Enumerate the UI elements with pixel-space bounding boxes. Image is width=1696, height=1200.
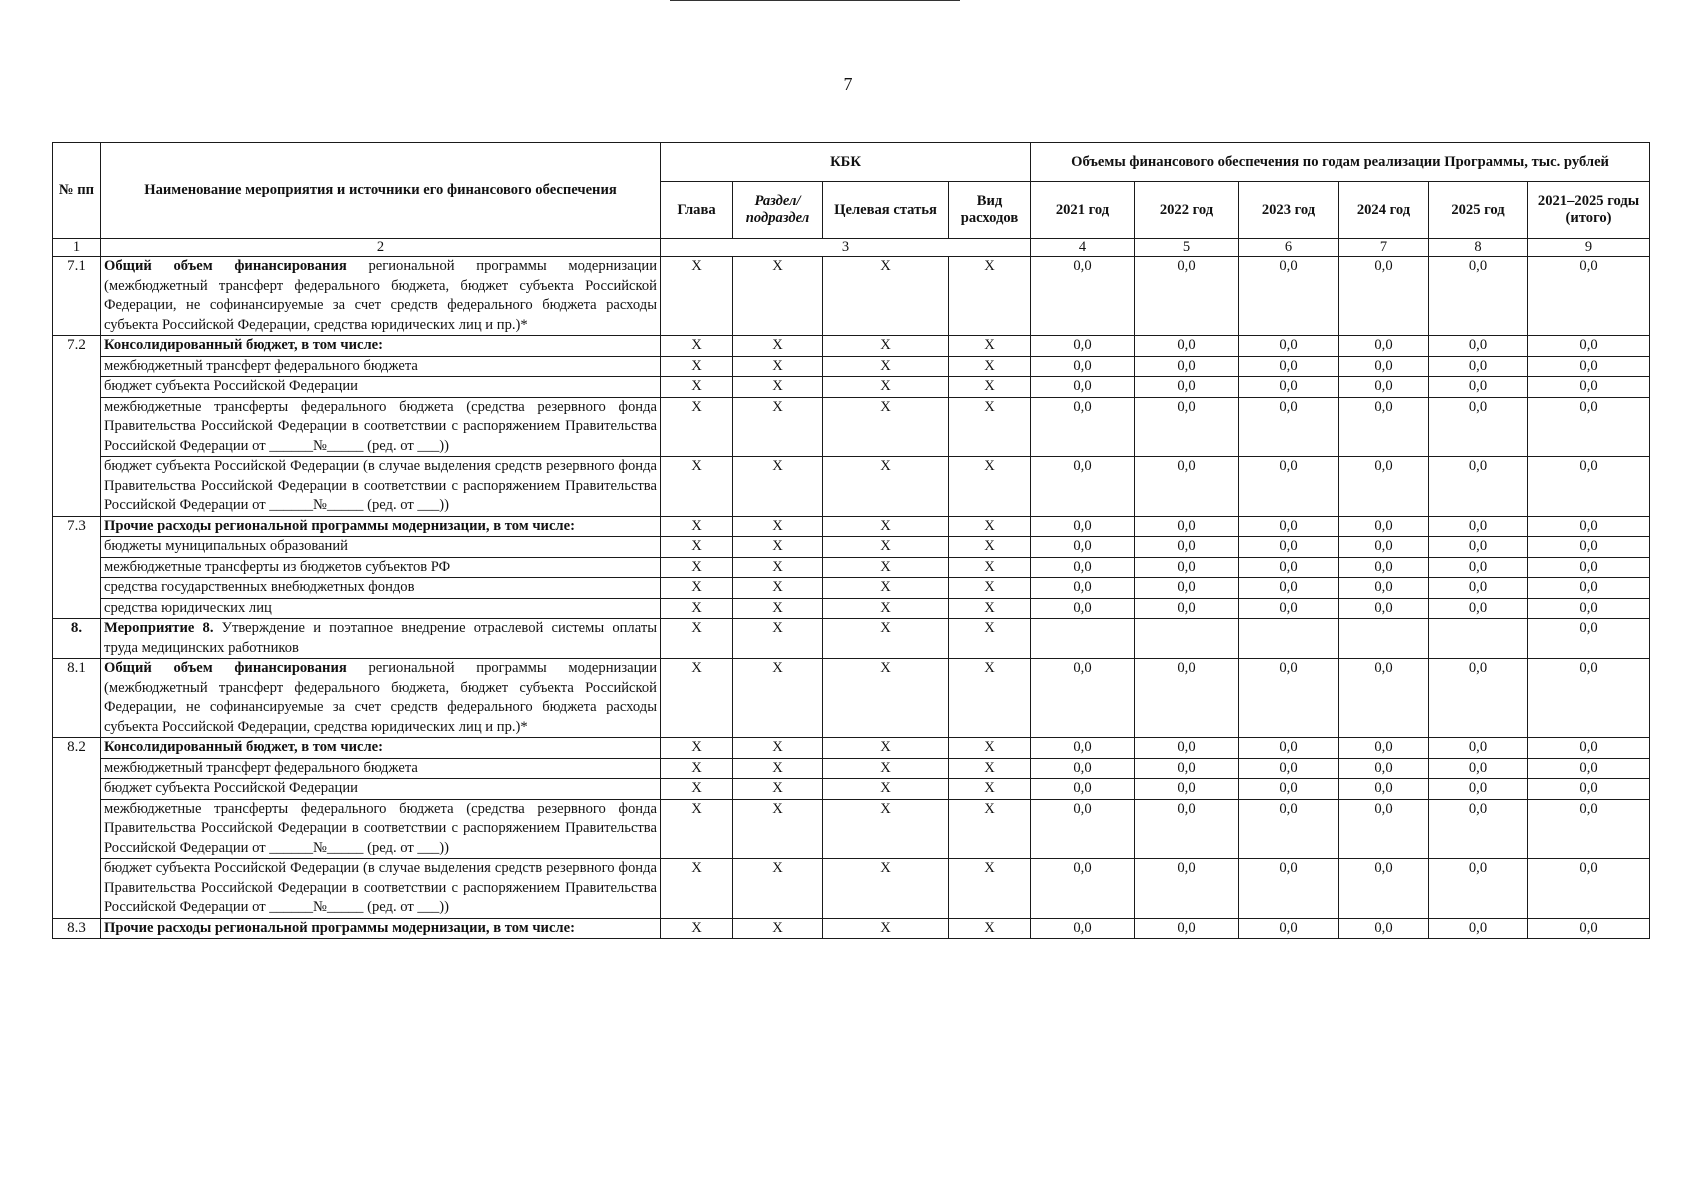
row-number: 8.1: [53, 659, 101, 738]
table-row: [53, 356, 1650, 377]
value-cell: 0,0: [1239, 799, 1339, 859]
row-description-text: бюджет субъекта Российской Федерации (в случае выделения средств резервного фонда Правительства Российской Федерации в соответствии с распоряжением Правительства Российской Федерации от ______№_____ (ред. от ___)): [104, 860, 657, 915]
row-description: [101, 859, 661, 919]
value-cell: 0,0: [1031, 377, 1135, 398]
header-num: № пп: [53, 143, 101, 239]
value-cell: 0,0: [1031, 457, 1135, 517]
kbk-cell: Х: [733, 557, 823, 578]
value-cell: 0,0: [1339, 758, 1429, 779]
kbk-cell: Х: [733, 619, 823, 659]
kbk-cell: Х: [949, 397, 1031, 457]
kbk-cell: Х: [661, 598, 733, 619]
row-description-text: средства государственных внебюджетных фондов: [104, 579, 415, 595]
kbk-cell: Х: [661, 377, 733, 398]
row-description-text: межбюджетные трансферты федерального бюджета (средства резервного фонда Правительства Российской Федерации в соответствии с распоряжением Правительства Российской Федерации от ______№_____ (ред. от ___)): [104, 398, 657, 454]
value-cell: 0,0: [1528, 859, 1650, 919]
value-cell: 0,0: [1429, 557, 1528, 578]
header-year: 2025 год: [1429, 182, 1528, 239]
value-cell: 0,0: [1528, 457, 1650, 517]
value-cell: 0,0: [1429, 457, 1528, 517]
value-cell: 0,0: [1339, 659, 1429, 738]
kbk-cell: Х: [823, 619, 949, 659]
value-cell: 0,0: [1528, 779, 1650, 800]
value-cell: 0,0: [1429, 799, 1528, 859]
value-cell: 0,0: [1339, 377, 1429, 398]
value-cell: 0,0: [1135, 356, 1239, 377]
value-cell: 0,0: [1031, 598, 1135, 619]
row-description-text: межбюджетные трансферты федерального бюджета (средства резервного фонда Правительства Российской Федерации в соответствии с распоряжением Правительства Российской Федерации от ______№_____ (ред. от ___)): [104, 800, 657, 856]
column-number: 9: [1528, 239, 1650, 257]
value-cell: 0,0: [1528, 799, 1650, 859]
value-cell: 0,0: [1239, 397, 1339, 457]
kbk-cell: Х: [949, 758, 1031, 779]
value-cell: 0,0: [1031, 557, 1135, 578]
table-row: [53, 619, 1650, 659]
value-cell: 0,0: [1239, 516, 1339, 537]
row-description-bold: Общий объем финансирования: [104, 258, 347, 274]
value-cell: 0,0: [1239, 598, 1339, 619]
row-description: [101, 377, 661, 398]
row-description: [101, 397, 661, 457]
value-cell: 0,0: [1239, 336, 1339, 357]
kbk-cell: Х: [949, 377, 1031, 398]
value-cell: 0,0: [1031, 516, 1135, 537]
value-cell: 0,0: [1239, 738, 1339, 759]
kbk-cell: Х: [823, 397, 949, 457]
kbk-cell: Х: [823, 598, 949, 619]
kbk-cell: Х: [661, 356, 733, 377]
kbk-cell: Х: [661, 799, 733, 859]
value-cell: 0,0: [1339, 557, 1429, 578]
kbk-cell: Х: [949, 799, 1031, 859]
value-cell: 0,0: [1135, 598, 1239, 619]
row-description: [101, 659, 661, 738]
kbk-cell: Х: [823, 557, 949, 578]
row-description-text: бюджет субъекта Российской Федерации (в случае выделения средств резервного фонда Правительства Российской Федерации в соответствии с распоряжением Правительства Российской Федерации от ______№_____ (ред. от ___)): [104, 458, 657, 513]
kbk-cell: Х: [733, 738, 823, 759]
header-name: Наименование мероприятия и источники его финансового обеспечения: [101, 143, 661, 239]
kbk-cell: Х: [733, 918, 823, 939]
value-cell: 0,0: [1429, 598, 1528, 619]
value-cell: [1135, 619, 1239, 659]
table-body: [53, 257, 1650, 939]
value-cell: 0,0: [1528, 738, 1650, 759]
header-kbk-col: Глава: [661, 182, 733, 239]
kbk-cell: Х: [823, 516, 949, 537]
row-description-text: региональной программы модернизации (межбюджетный трансферт федерального бюджета, бюджет субъекта Российской Федерации, не софинансируемые за счет средств федерального бюджета расходы субъекта Российской Федерации, средства юридических лиц и пр.)*: [104, 660, 658, 735]
kbk-cell: Х: [823, 799, 949, 859]
kbk-cell: Х: [949, 779, 1031, 800]
row-description-text: межбюджетный трансферт федерального бюджета: [104, 357, 418, 374]
table-row: [53, 758, 1650, 779]
row-description: [101, 257, 661, 336]
kbk-cell: Х: [661, 758, 733, 779]
row-description-bold: Прочие расходы региональной программы модернизации, в том числе:: [104, 517, 575, 534]
kbk-cell: Х: [661, 578, 733, 599]
column-number-row: [53, 239, 1650, 257]
row-description-bold: Консолидированный бюджет, в том числе:: [104, 739, 384, 755]
value-cell: 0,0: [1429, 578, 1528, 599]
value-cell: 0,0: [1031, 356, 1135, 377]
kbk-cell: Х: [949, 859, 1031, 919]
value-cell: 0,0: [1528, 578, 1650, 599]
header-kbk: КБК: [661, 143, 1031, 182]
kbk-cell: Х: [733, 859, 823, 919]
table-row: [53, 659, 1650, 738]
financing-table: [52, 142, 1650, 939]
value-cell: 0,0: [1528, 397, 1650, 457]
row-number: 7.1: [53, 257, 101, 336]
value-cell: 0,0: [1031, 799, 1135, 859]
table-row: [53, 738, 1650, 759]
kbk-cell: Х: [661, 257, 733, 336]
value-cell: 0,0: [1528, 356, 1650, 377]
column-number: 5: [1135, 239, 1239, 257]
kbk-cell: Х: [661, 557, 733, 578]
header-year: 2021 год: [1031, 182, 1135, 239]
value-cell: 0,0: [1135, 516, 1239, 537]
row-description: [101, 779, 661, 800]
row-description: [101, 799, 661, 859]
value-cell: 0,0: [1135, 257, 1239, 336]
kbk-cell: Х: [733, 257, 823, 336]
page-number: 7: [843, 74, 853, 94]
value-cell: 0,0: [1239, 918, 1339, 939]
value-cell: 0,0: [1135, 738, 1239, 759]
row-description-text: бюджеты муниципальных образований: [104, 538, 348, 554]
value-cell: 0,0: [1429, 779, 1528, 800]
kbk-cell: Х: [733, 799, 823, 859]
row-description: [101, 537, 661, 558]
kbk-cell: Х: [733, 598, 823, 619]
value-cell: 0,0: [1528, 377, 1650, 398]
kbk-cell: Х: [949, 738, 1031, 759]
value-cell: 0,0: [1031, 397, 1135, 457]
header-kbk-col: Раздел/ подраздел: [733, 182, 823, 239]
kbk-cell: Х: [823, 738, 949, 759]
value-cell: [1339, 619, 1429, 659]
row-number: 7.3: [53, 516, 101, 619]
kbk-cell: Х: [823, 457, 949, 517]
value-cell: 0,0: [1528, 336, 1650, 357]
row-description: [101, 619, 661, 659]
kbk-cell: Х: [733, 537, 823, 558]
kbk-cell: Х: [661, 738, 733, 759]
value-cell: 0,0: [1339, 336, 1429, 357]
value-cell: 0,0: [1339, 397, 1429, 457]
value-cell: 0,0: [1429, 918, 1528, 939]
kbk-cell: Х: [661, 859, 733, 919]
value-cell: 0,0: [1135, 799, 1239, 859]
table-row: [53, 336, 1650, 357]
value-cell: 0,0: [1339, 516, 1429, 537]
value-cell: 0,0: [1339, 578, 1429, 599]
kbk-cell: Х: [733, 779, 823, 800]
kbk-cell: Х: [733, 516, 823, 537]
column-number: 2: [101, 239, 661, 257]
row-description: [101, 758, 661, 779]
value-cell: 0,0: [1239, 537, 1339, 558]
kbk-cell: Х: [823, 257, 949, 336]
row-description: [101, 738, 661, 759]
row-description-text: Утверждение и поэтапное внедрение отраслевой системы оплаты труда медицинских работников: [104, 620, 658, 656]
header-year: 2022 год: [1135, 182, 1239, 239]
kbk-cell: Х: [949, 918, 1031, 939]
value-cell: 0,0: [1429, 659, 1528, 738]
value-cell: 0,0: [1239, 779, 1339, 800]
value-cell: 0,0: [1528, 537, 1650, 558]
table-row: [53, 557, 1650, 578]
row-description-bold: Прочие расходы региональной программы модернизации, в том числе:: [104, 919, 575, 936]
kbk-cell: Х: [949, 619, 1031, 659]
kbk-cell: Х: [949, 336, 1031, 357]
kbk-cell: Х: [661, 516, 733, 537]
value-cell: 0,0: [1031, 537, 1135, 558]
value-cell: 0,0: [1031, 758, 1135, 779]
header-kbk-col: Вид расходов: [949, 182, 1031, 239]
kbk-cell: Х: [661, 336, 733, 357]
value-cell: 0,0: [1031, 738, 1135, 759]
kbk-cell: Х: [823, 659, 949, 738]
value-cell: 0,0: [1528, 516, 1650, 537]
kbk-cell: Х: [661, 659, 733, 738]
kbk-cell: Х: [733, 336, 823, 357]
value-cell: 0,0: [1339, 779, 1429, 800]
kbk-cell: Х: [733, 397, 823, 457]
kbk-cell: Х: [733, 356, 823, 377]
value-cell: 0,0: [1528, 557, 1650, 578]
value-cell: 0,0: [1339, 457, 1429, 517]
value-cell: 0,0: [1339, 859, 1429, 919]
kbk-cell: Х: [949, 578, 1031, 599]
header-volumes: Объемы финансового обеспечения по годам реализации Программы, тыс. рублей: [1031, 143, 1650, 182]
value-cell: 0,0: [1339, 918, 1429, 939]
row-description: [101, 336, 661, 357]
top-rule: [670, 0, 960, 1]
row-description-text: региональной программы модернизации (межбюджетный трансферт федерального бюджета, бюджет субъекта Российской Федерации, не софинансируемые за счет средств федерального бюджета расходы субъекта Российской Федерации, средства юридических лиц и пр.)*: [104, 258, 658, 333]
kbk-cell: Х: [661, 457, 733, 517]
value-cell: 0,0: [1429, 758, 1528, 779]
value-cell: 0,0: [1429, 397, 1528, 457]
column-number: 8: [1429, 239, 1528, 257]
table-row: [53, 859, 1650, 919]
kbk-cell: Х: [823, 779, 949, 800]
value-cell: 0,0: [1031, 918, 1135, 939]
value-cell: 0,0: [1031, 257, 1135, 336]
header-year: 2023 год: [1239, 182, 1339, 239]
value-cell: 0,0: [1429, 516, 1528, 537]
value-cell: 0,0: [1239, 377, 1339, 398]
value-cell: 0,0: [1429, 257, 1528, 336]
value-cell: 0,0: [1429, 537, 1528, 558]
kbk-cell: Х: [733, 758, 823, 779]
kbk-cell: Х: [823, 758, 949, 779]
row-number: 8.2: [53, 738, 101, 919]
value-cell: 0,0: [1031, 859, 1135, 919]
value-cell: 0,0: [1528, 659, 1650, 738]
kbk-cell: Х: [949, 457, 1031, 517]
kbk-cell: Х: [949, 598, 1031, 619]
row-description: [101, 516, 661, 537]
kbk-cell: Х: [823, 918, 949, 939]
kbk-cell: Х: [823, 336, 949, 357]
value-cell: 0,0: [1339, 799, 1429, 859]
value-cell: 0,0: [1031, 336, 1135, 357]
header-year: 2021–2025 годы (итого): [1528, 182, 1650, 239]
kbk-cell: Х: [823, 859, 949, 919]
value-cell: 0,0: [1135, 336, 1239, 357]
value-cell: 0,0: [1135, 397, 1239, 457]
kbk-cell: Х: [733, 659, 823, 738]
kbk-cell: Х: [823, 356, 949, 377]
row-description: [101, 598, 661, 619]
value-cell: 0,0: [1339, 356, 1429, 377]
table-row: [53, 779, 1650, 800]
header-kbk-col: Целевая статья: [823, 182, 949, 239]
table-row: [53, 918, 1650, 939]
table-row: [53, 257, 1650, 336]
value-cell: 0,0: [1339, 738, 1429, 759]
kbk-cell: Х: [823, 537, 949, 558]
row-description-text: средства юридических лиц: [104, 599, 272, 616]
row-description: [101, 557, 661, 578]
value-cell: 0,0: [1239, 578, 1339, 599]
table-row: [53, 799, 1650, 859]
value-cell: 0,0: [1239, 859, 1339, 919]
value-cell: 0,0: [1135, 859, 1239, 919]
value-cell: 0,0: [1339, 537, 1429, 558]
value-cell: 0,0: [1135, 758, 1239, 779]
value-cell: 0,0: [1239, 758, 1339, 779]
row-description: [101, 578, 661, 599]
value-cell: 0,0: [1031, 578, 1135, 599]
kbk-cell: Х: [949, 557, 1031, 578]
row-number: 8.: [53, 619, 101, 659]
table-row: [53, 516, 1650, 537]
row-number: 7.2: [53, 336, 101, 517]
value-cell: 0,0: [1135, 779, 1239, 800]
value-cell: 0,0: [1135, 377, 1239, 398]
column-number: 6: [1239, 239, 1339, 257]
value-cell: 0,0: [1339, 257, 1429, 336]
value-cell: 0,0: [1135, 457, 1239, 517]
value-cell: 0,0: [1528, 598, 1650, 619]
kbk-cell: Х: [661, 397, 733, 457]
column-number: 4: [1031, 239, 1135, 257]
row-description-text: межбюджетный трансферт федерального бюджета: [104, 759, 418, 776]
value-cell: 0,0: [1339, 598, 1429, 619]
kbk-cell: Х: [823, 578, 949, 599]
table-row: [53, 598, 1650, 619]
kbk-cell: Х: [733, 578, 823, 599]
row-description-text: бюджет субъекта Российской Федерации: [104, 780, 358, 796]
value-cell: 0,0: [1135, 659, 1239, 738]
header-row-1: [53, 143, 1650, 182]
value-cell: 0,0: [1239, 659, 1339, 738]
column-number: 3: [661, 239, 1031, 257]
row-description-bold: Общий объем финансирования: [104, 660, 347, 676]
row-number: 8.3: [53, 918, 101, 939]
value-cell: [1239, 619, 1339, 659]
table-row: [53, 457, 1650, 517]
kbk-cell: Х: [661, 537, 733, 558]
value-cell: 0,0: [1135, 537, 1239, 558]
kbk-cell: Х: [949, 257, 1031, 336]
row-description: [101, 918, 661, 939]
table-row: [53, 537, 1650, 558]
kbk-cell: Х: [823, 377, 949, 398]
value-cell: 0,0: [1429, 377, 1528, 398]
value-cell: 0,0: [1135, 578, 1239, 599]
kbk-cell: Х: [733, 377, 823, 398]
row-description-bold: Консолидированный бюджет, в том числе:: [104, 337, 384, 353]
row-description-bold: Мероприятие 8.: [104, 620, 214, 636]
kbk-cell: Х: [949, 356, 1031, 377]
value-cell: [1031, 619, 1135, 659]
value-cell: 0,0: [1031, 779, 1135, 800]
value-cell: 0,0: [1135, 557, 1239, 578]
kbk-cell: Х: [733, 457, 823, 517]
kbk-cell: Х: [661, 779, 733, 800]
value-cell: 0,0: [1528, 619, 1650, 659]
value-cell: 0,0: [1528, 758, 1650, 779]
table-row: [53, 578, 1650, 599]
value-cell: 0,0: [1429, 356, 1528, 377]
kbk-cell: Х: [949, 659, 1031, 738]
value-cell: 0,0: [1239, 257, 1339, 336]
row-description-text: межбюджетные трансферты из бюджетов субъектов РФ: [104, 558, 451, 575]
value-cell: 0,0: [1429, 859, 1528, 919]
header-year: 2024 год: [1339, 182, 1429, 239]
kbk-cell: Х: [661, 619, 733, 659]
value-cell: 0,0: [1031, 659, 1135, 738]
kbk-cell: Х: [949, 537, 1031, 558]
value-cell: 0,0: [1239, 457, 1339, 517]
column-number: 7: [1339, 239, 1429, 257]
value-cell: 0,0: [1429, 336, 1528, 357]
value-cell: [1429, 619, 1528, 659]
kbk-cell: Х: [661, 918, 733, 939]
value-cell: 0,0: [1528, 257, 1650, 336]
value-cell: 0,0: [1528, 918, 1650, 939]
value-cell: 0,0: [1429, 738, 1528, 759]
value-cell: 0,0: [1135, 918, 1239, 939]
table-row: [53, 377, 1650, 398]
table-row: [53, 397, 1650, 457]
row-description: [101, 457, 661, 517]
row-description: [101, 356, 661, 377]
row-description-text: бюджет субъекта Российской Федерации: [104, 378, 358, 394]
kbk-cell: Х: [949, 516, 1031, 537]
column-number: 1: [53, 239, 101, 257]
value-cell: 0,0: [1239, 356, 1339, 377]
value-cell: 0,0: [1239, 557, 1339, 578]
